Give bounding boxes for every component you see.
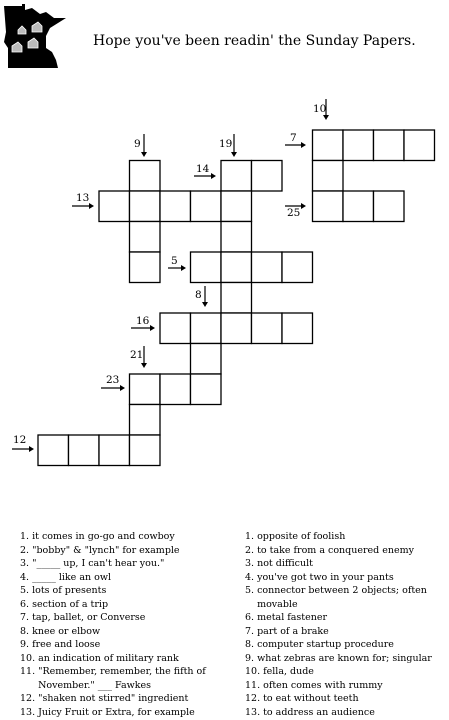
clue-text: to take from a conquered enemy xyxy=(257,544,414,556)
clue-text: tap, ballet, or Converse xyxy=(32,612,146,623)
clue-number: 9. xyxy=(20,639,30,650)
clue-number: 11. xyxy=(245,679,261,691)
clue-text: you've got two in your pants xyxy=(257,571,394,583)
crossword-cell[interactable] xyxy=(191,344,222,375)
clue-text: it comes in go-go and cowboy xyxy=(32,531,175,542)
clue-text: to address an audience xyxy=(263,706,375,718)
clue-text: computer startup procedure xyxy=(257,639,394,650)
clue-item xyxy=(245,544,445,558)
clue-item xyxy=(20,706,235,720)
clue-number: 7. xyxy=(245,625,255,637)
clue-item xyxy=(20,625,235,639)
clue-item xyxy=(20,598,235,612)
crossword-cell[interactable] xyxy=(130,435,161,466)
clue-number-label: 9 xyxy=(134,138,141,150)
clue-text: "shaken not stirred" ingredient xyxy=(38,693,189,704)
clue-text: "bobby" & "lynch" for example xyxy=(32,544,180,556)
clue-item xyxy=(245,652,445,666)
crossword-cell[interactable] xyxy=(130,222,161,253)
clue-item xyxy=(245,584,445,611)
clue-item xyxy=(20,530,235,544)
clue-number: 7. xyxy=(20,612,30,623)
clue-item xyxy=(245,638,445,652)
clue-number-label: 16 xyxy=(136,315,150,327)
clue-arrowhead xyxy=(211,173,216,179)
clue-text: "Remember, remember, the fifth of November." ___ Fawkes xyxy=(38,666,206,691)
clue-arrowhead xyxy=(202,302,208,307)
crossword-cell[interactable] xyxy=(191,313,222,344)
crossword-cell[interactable] xyxy=(313,191,344,222)
clue-number-label: 8 xyxy=(195,289,202,301)
clue-number: 12. xyxy=(20,693,36,704)
crossword-cell[interactable] xyxy=(374,191,405,222)
crossword-cell[interactable] xyxy=(252,313,283,344)
crossword-cell[interactable] xyxy=(130,374,161,405)
clue-text: lots of presents xyxy=(32,585,107,596)
crossword-cell[interactable] xyxy=(221,191,252,222)
clue-item xyxy=(245,665,445,679)
clue-arrowhead xyxy=(301,203,306,209)
clue-number: 5. xyxy=(20,585,30,596)
clue-item xyxy=(20,652,235,666)
clue-number-label: 25 xyxy=(287,207,301,219)
crossword-cell[interactable] xyxy=(221,283,252,314)
clue-list-right xyxy=(245,530,445,719)
crossword-cell[interactable] xyxy=(374,130,405,161)
clue-number-label: 23 xyxy=(106,374,120,386)
clue-number-label: 12 xyxy=(13,434,27,446)
crossword-cell[interactable] xyxy=(252,161,283,192)
clue-arrowhead xyxy=(141,152,147,157)
clue-text: connector between 2 objects; often movable xyxy=(257,585,427,610)
crossword-cell[interactable] xyxy=(343,191,374,222)
clue-number: 13. xyxy=(20,706,36,718)
crossword-cell[interactable] xyxy=(191,374,222,405)
clue-arrowhead xyxy=(120,385,125,391)
clue-number: 9. xyxy=(245,652,255,664)
clue-arrowhead xyxy=(323,115,329,120)
clue-number: 6. xyxy=(20,598,30,610)
clue-arrowhead xyxy=(231,152,237,157)
clue-arrowhead xyxy=(141,363,147,368)
clue-item xyxy=(245,706,445,720)
clue-number: 2. xyxy=(20,544,30,556)
crossword-cell[interactable] xyxy=(221,222,252,253)
clue-arrowhead xyxy=(150,325,155,331)
clue-number-label: 10 xyxy=(313,103,327,115)
clue-number-label: 5 xyxy=(171,255,178,267)
clue-number: 1. xyxy=(20,531,30,542)
crossword-cell[interactable] xyxy=(282,252,313,283)
crossword-cell[interactable] xyxy=(130,191,161,222)
clue-number-label: 7 xyxy=(290,132,297,144)
clue-number: 3. xyxy=(20,558,30,569)
clue-number: 4. xyxy=(20,571,30,583)
clue-item xyxy=(20,571,235,585)
clue-number: 8. xyxy=(20,625,30,637)
clue-item xyxy=(245,692,445,706)
crossword-cell[interactable] xyxy=(38,435,69,466)
crossword-cell[interactable] xyxy=(99,435,130,466)
clue-item xyxy=(245,679,445,693)
page-title: Hope you've been readin' the Sunday Papers. xyxy=(93,33,416,49)
clue-number: 1. xyxy=(245,531,255,542)
clue-number-label: 14 xyxy=(196,163,210,175)
clue-number-label: 19 xyxy=(219,138,233,150)
clue-text: "_____ up, I can't hear you." xyxy=(32,558,165,569)
crossword-cell[interactable] xyxy=(313,161,344,192)
crossword-cell[interactable] xyxy=(130,252,161,283)
clue-number: 5. xyxy=(245,585,255,596)
crossword-cell[interactable] xyxy=(191,191,222,222)
clue-number: 10. xyxy=(20,652,36,664)
crossword-cell[interactable] xyxy=(252,252,283,283)
crossword-cell[interactable] xyxy=(160,374,191,405)
clue-number: 11. xyxy=(20,666,36,677)
clue-text: opposite of foolish xyxy=(257,531,346,542)
clue-item xyxy=(245,625,445,639)
clue-item xyxy=(245,557,445,571)
clue-number: 8. xyxy=(245,639,255,650)
clue-text: _____ like an owl xyxy=(32,571,112,583)
clue-item xyxy=(20,557,235,571)
clue-text: free and loose xyxy=(32,639,101,650)
crossword-cell[interactable] xyxy=(160,191,191,222)
clue-text: knee or elbow xyxy=(32,625,101,637)
clue-number-label: 21 xyxy=(130,349,144,361)
clue-arrowhead xyxy=(89,203,94,209)
clue-number: 10. xyxy=(245,666,261,677)
clue-number: 2. xyxy=(245,544,255,556)
clue-arrowhead xyxy=(301,142,306,148)
clue-arrowhead xyxy=(29,446,34,452)
crossword-cell[interactable] xyxy=(404,130,435,161)
clue-number: 4. xyxy=(245,571,255,583)
clue-text: often comes with rummy xyxy=(263,679,383,691)
clue-arrowhead xyxy=(181,265,186,271)
clue-number: 12. xyxy=(245,693,261,704)
crossword-cell[interactable] xyxy=(191,252,222,283)
clue-item xyxy=(20,611,235,625)
clue-item xyxy=(245,611,445,625)
crossword-cell[interactable] xyxy=(282,313,313,344)
clue-text: metal fastener xyxy=(257,612,328,623)
clue-number-label: 13 xyxy=(76,192,90,204)
crossword-cell[interactable] xyxy=(313,130,344,161)
clue-item xyxy=(245,571,445,585)
clue-number: 13. xyxy=(245,706,261,718)
clue-text: not difficult xyxy=(257,558,313,569)
clue-text: Juicy Fruit or Extra, for example xyxy=(38,706,195,718)
crossword-cell[interactable] xyxy=(69,435,100,466)
clue-number: 6. xyxy=(245,612,255,623)
clue-item xyxy=(20,665,235,692)
crossword-cell[interactable] xyxy=(221,161,252,192)
crossword-cell[interactable] xyxy=(130,161,161,192)
crossword-cell[interactable] xyxy=(221,313,252,344)
clue-item xyxy=(20,692,235,706)
crossword-cell[interactable] xyxy=(130,405,161,436)
clue-text: what zebras are known for; singular xyxy=(257,652,432,664)
crossword-cell[interactable] xyxy=(343,130,374,161)
clue-text: to eat without teeth xyxy=(263,693,359,704)
clue-text: section of a trip xyxy=(32,598,109,610)
clue-number: 3. xyxy=(245,558,255,569)
clue-item xyxy=(20,584,235,598)
crossword-cell[interactable] xyxy=(221,252,252,283)
clue-text: part of a brake xyxy=(257,625,329,637)
crossword-cell[interactable] xyxy=(160,313,191,344)
clue-text: fella, dude xyxy=(263,666,314,677)
crossword-cell[interactable] xyxy=(99,191,130,222)
clue-item xyxy=(245,530,445,544)
clue-text: an indication of military rank xyxy=(38,652,179,664)
clue-list-left xyxy=(20,530,235,719)
clue-item xyxy=(20,544,235,558)
clue-item xyxy=(20,638,235,652)
